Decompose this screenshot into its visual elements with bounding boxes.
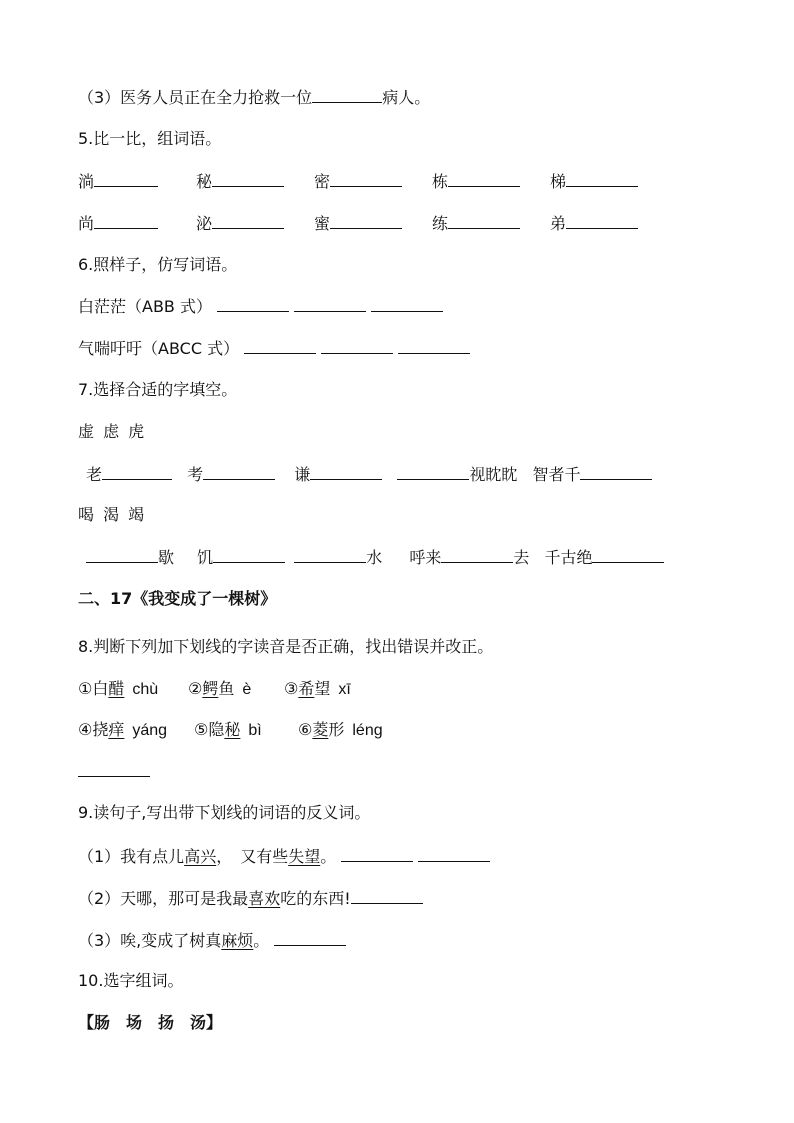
q5-char: 淌: [78, 172, 95, 191]
q7-word: 老: [86, 465, 103, 484]
answer-blank[interactable]: [212, 170, 284, 187]
q6-example-label: 气喘吁吁（ABCC 式）: [78, 339, 240, 358]
q6-title: 6.照样子，仿写词语。: [78, 255, 238, 274]
q5-char: 练: [432, 214, 449, 233]
q9-sentence-1: （1）我有点儿高兴， 又有些失望。: [78, 845, 490, 868]
answer-blank[interactable]: [321, 337, 393, 354]
q8-item: ①白醋 chù: [78, 679, 159, 698]
q8-row-2: [78, 719, 408, 742]
answer-blank[interactable]: [351, 887, 423, 904]
q7-word: 考: [187, 465, 204, 484]
q8-row-1: [78, 678, 384, 701]
q5-char: 密: [314, 172, 331, 191]
q7-word: 智者千: [532, 465, 581, 484]
q8-item: ②鳄鱼 è: [188, 679, 252, 698]
q7-title: 7.选择合适的字填空。: [78, 380, 238, 399]
q7-row-2: [86, 546, 664, 569]
answer-blank[interactable]: [212, 212, 284, 229]
q5-row-2: [78, 212, 650, 235]
answer-blank[interactable]: [274, 929, 346, 946]
q5-char: 泌: [196, 214, 213, 233]
answer-blank[interactable]: [244, 337, 316, 354]
q5-row-1: [78, 170, 650, 193]
q8-title: 8.判断下列加下划线的字读音是否正确，找出错误并改正。: [78, 637, 494, 656]
q7-char-set-2: 喝 渴 竭: [78, 505, 147, 524]
answer-blank[interactable]: [203, 463, 275, 480]
q5-title: 5.比一比，组词语。: [78, 129, 222, 148]
answer-blank[interactable]: [398, 337, 470, 354]
q5-char: 蜜: [314, 214, 331, 233]
q10-title: 10.选字组词。: [78, 971, 184, 990]
answer-blank[interactable]: [86, 546, 158, 563]
q5-char: 尚: [78, 214, 95, 233]
q8-item: ⑥菱形 léng: [298, 720, 383, 739]
q5-char: 弟: [550, 214, 567, 233]
q6-example-label: 白茫茫（ABB 式）: [78, 297, 212, 316]
answer-blank[interactable]: [566, 212, 638, 229]
q8-item: ⑤隐秘 bì: [194, 720, 262, 739]
q8-item: ④挠痒 yáng: [78, 720, 168, 739]
answer-blank[interactable]: [94, 170, 158, 187]
q7-word: 水: [366, 548, 383, 567]
answer-blank[interactable]: [397, 463, 469, 480]
answer-blank[interactable]: [580, 463, 652, 480]
answer-blank[interactable]: [102, 463, 172, 480]
q6-example-1: [78, 295, 443, 318]
q7-char-set-1: 虚 虑 虎: [78, 422, 147, 441]
q7-word: 饥: [197, 548, 214, 567]
q5-char: 梯: [550, 172, 567, 191]
answer-blank[interactable]: [294, 546, 366, 563]
q-prev-3-prefix: （3）医务人员正在全力抢救一位: [78, 88, 313, 107]
answer-blank[interactable]: [312, 86, 382, 103]
answer-blank[interactable]: [294, 295, 366, 312]
q7-word: 视眈眈: [469, 465, 518, 484]
answer-blank[interactable]: [213, 546, 285, 563]
q9-title: 9.读句子,写出带下划线的词语的反义词。: [78, 803, 371, 822]
q7-row-1: [86, 463, 652, 486]
q7-word: 千古绝: [544, 548, 593, 567]
answer-blank[interactable]: [217, 295, 289, 312]
q8-answer-line: [78, 760, 150, 783]
answer-blank[interactable]: [94, 212, 158, 229]
q6-example-2: [78, 337, 470, 360]
q9-sentence-3: （3）唉,变成了树真麻烦。: [78, 929, 346, 952]
answer-blank[interactable]: [341, 845, 413, 862]
answer-blank[interactable]: [330, 212, 402, 229]
q9-sentence-2: （2）天哪，那可是我最喜欢吃的东西!: [78, 887, 423, 910]
answer-blank[interactable]: [310, 463, 382, 480]
q7-word: 歇: [158, 548, 175, 567]
section-heading: 二、17《我变成了一棵树》: [78, 589, 277, 608]
answer-blank[interactable]: [330, 170, 402, 187]
answer-blank[interactable]: [371, 295, 443, 312]
q10-chars: 【肠 场 扬 汤】: [78, 1013, 223, 1032]
q7-word: 去: [513, 548, 530, 567]
q8-item: ③希望 xī: [284, 679, 351, 698]
q-prev-3-suffix: 病人。: [382, 88, 431, 107]
answer-blank[interactable]: [78, 760, 150, 777]
answer-blank[interactable]: [418, 845, 490, 862]
answer-blank[interactable]: [448, 212, 520, 229]
q-prev-3: [78, 86, 430, 109]
answer-blank[interactable]: [592, 546, 664, 563]
q5-char: 栋: [432, 172, 449, 191]
answer-blank[interactable]: [448, 170, 520, 187]
q7-word: 谦: [294, 465, 311, 484]
q7-word: 呼来: [409, 548, 442, 567]
answer-blank[interactable]: [441, 546, 513, 563]
q5-char: 秘: [196, 172, 213, 191]
answer-blank[interactable]: [566, 170, 638, 187]
